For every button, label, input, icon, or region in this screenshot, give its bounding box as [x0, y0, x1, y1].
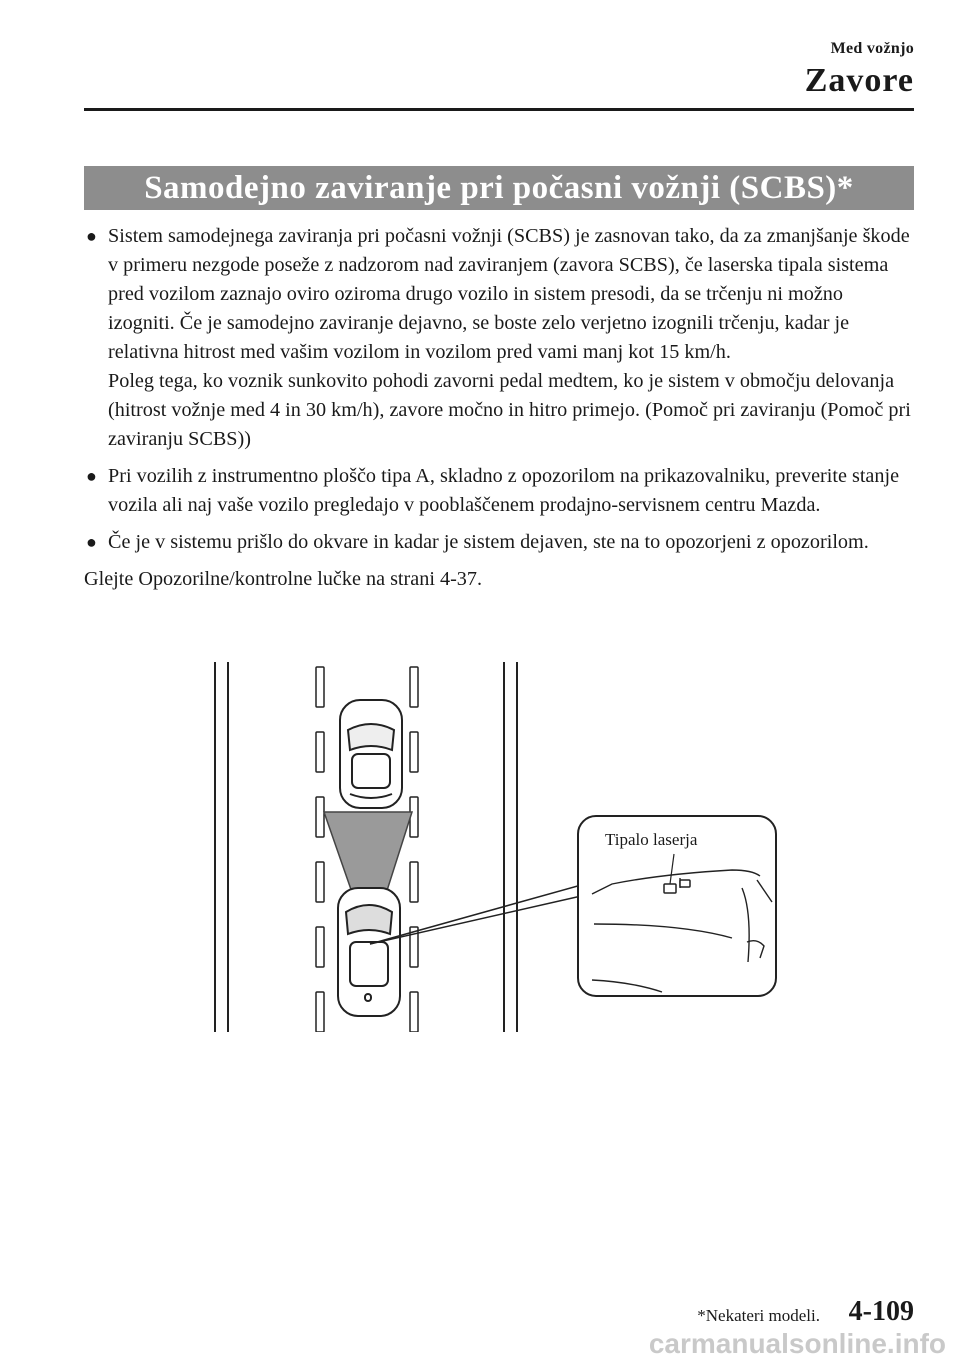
sensor-label: Tipalo laserja — [605, 830, 698, 849]
footnote: *Nekateri modeli. — [697, 1306, 820, 1325]
section-title: Samodejno zaviranje pri počasni vožnji (SCBS)* — [84, 166, 914, 210]
front-vehicle — [340, 700, 402, 808]
callout-leader-line — [370, 894, 590, 944]
bullet-icon: ● — [86, 226, 97, 246]
bullet-icon: ● — [86, 466, 97, 486]
bullet-paragraph: Pri vozilih z instrumentno ploščo tipa A, skladno z opozorilom na prikazovalniku, preverite stanje vozila ali naj vaše vozilo pregledajo v pooblaščenem prodajno-servisnem centru Mazda. — [108, 465, 900, 516]
page-number: 4-109 — [848, 1296, 914, 1327]
callout-leader-line — [370, 882, 592, 944]
bullet-item — [84, 222, 914, 454]
scbs-illustration — [212, 662, 782, 1032]
bullet-paragraph: Sistem samodejnega zaviranja pri počasni vožnji (SCBS) je zasnovan tako, da za zmanjšanje škode v primeru nezgode poseže z nadzorom nad zaviranjem (zavora SCBS), če laserska tipala sistema pred vozilom zaznajo oviro oziroma drugo vozilo in sistem presodi, da se trčenju ni možno izogniti. Če je samodejno zaviranje dejavno, se boste zelo verjetno izognili trčenju, kadar je relativna hitrost med vašim vozilom in vozilom pred vami manj kot 15 km/h. — [108, 225, 910, 363]
watermark-text: carmanualsonline.info — [648, 1328, 946, 1359]
bullet-icon: ● — [86, 532, 97, 552]
bullet-paragraph: Če je v sistemu prišlo do okvare in kadar je sistem dejaven, ste na to opozorjeni z opozorilom. — [108, 531, 869, 553]
chapter-title: Zavore — [804, 62, 914, 99]
bullet-item — [84, 528, 914, 557]
body-content — [84, 222, 914, 614]
own-vehicle — [338, 888, 400, 1016]
bullet-item — [84, 462, 914, 520]
section-header: Med vožnjo — [830, 40, 914, 57]
header-divider — [84, 108, 914, 111]
page-reference: Glejte Opozorilne/kontrolne lučke na strani 4-37. — [84, 568, 483, 590]
road-diagram — [212, 662, 782, 1032]
bullet-paragraph: Poleg tega, ko voznik sunkovito pohodi zavorni pedal medtem, ko je sistem v območju delovanja (hitrost vožnje med 4 in 30 km/h), zavore močno in hitro primejo. (Pomoč pri zaviranju (Pomoč pri zaviranju SCBS)) — [108, 370, 911, 450]
